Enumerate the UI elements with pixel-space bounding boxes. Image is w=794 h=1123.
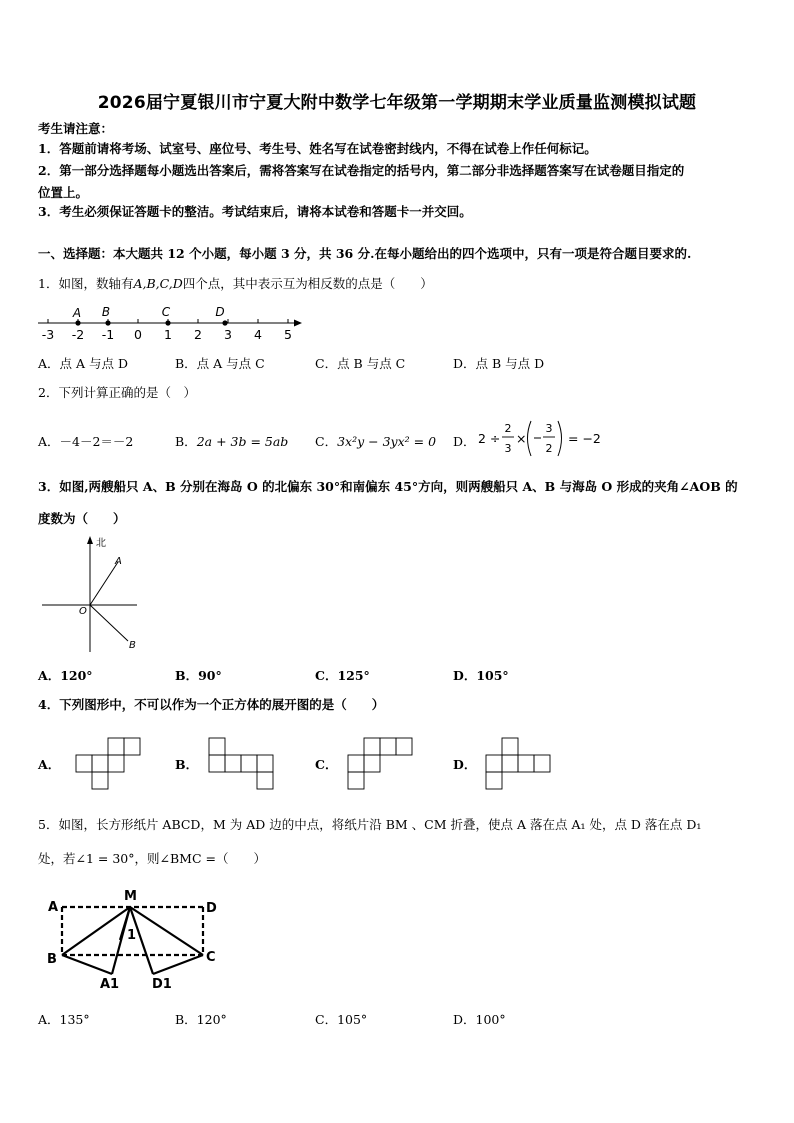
q4-option-b[interactable]: B．	[175, 757, 199, 772]
q1-axis-label: 1	[164, 327, 172, 342]
q1-axis-label: 2	[194, 327, 202, 342]
q1-label-d: D	[215, 305, 225, 319]
q4-option-a[interactable]: A．	[38, 757, 61, 772]
notice-item-2-cont: 位置上。	[38, 185, 89, 200]
q1-axis-label: -2	[71, 327, 85, 342]
section-heading: 一、选择题：本大题共 12 个小题，每小题 3 分，共 36 分.在每小题给出的四个选项中，只有一项是符合题目要求的.	[38, 246, 692, 261]
q2-d-post: = −2	[568, 431, 601, 446]
q5-stem-line2: 处，若∠1 = 30°，则∠BMC =（ ）	[38, 851, 266, 866]
q1-option-c[interactable]: C．点 B 与点 C	[315, 356, 406, 371]
q2-d-den1: 3	[504, 442, 512, 455]
q3-option-a[interactable]: A．120°	[38, 668, 93, 683]
q3-label-o: O	[79, 606, 87, 617]
q5-label-b: B	[47, 952, 57, 967]
page-title: 2026届宁夏银川市宁夏大附中数学七年级第一学期期末学业质量监测模拟试题	[97, 93, 697, 113]
q3-option-b[interactable]: B．90°	[175, 668, 222, 683]
notice-item-1: 1．答题前请将考场、试室号、座位号、考生号、姓名写在试卷密封线内，不得在试卷上作任何标记。	[38, 141, 597, 156]
q5-label-a: A	[48, 900, 59, 915]
q5-option-c[interactable]: C．105°	[315, 1012, 368, 1027]
q2-option-b-expr: 2a + 3b = 5ab	[196, 434, 289, 449]
q1-axis-label: 4	[254, 327, 262, 342]
q3-stem-line2: 度数为（ ）	[38, 511, 126, 526]
q5-label-m: M	[124, 889, 137, 904]
q2-option-d-label[interactable]: D．	[453, 434, 476, 449]
q1-stem-post: 四个点，其中表示互为相反数的点是（ ）	[182, 276, 433, 291]
q2-d-pre: 2 ÷	[478, 431, 501, 446]
q2-d-num1: 2	[504, 422, 512, 435]
q1-stem-vars: A,B,C,D	[133, 276, 183, 291]
q1-label-a: A	[72, 306, 82, 320]
q1-option-a[interactable]: A．点 A 与点 D	[38, 356, 128, 371]
notice-heading: 考生请注意：	[38, 121, 114, 136]
q5-label-a1: A1	[100, 977, 120, 992]
q3-option-d[interactable]: D．105°	[453, 668, 509, 683]
q2-option-c-label: C．	[315, 434, 338, 449]
q4-stem: 4．下列图形中，不可以作为一个正方体的展开图的是（ ）	[38, 697, 385, 712]
q2-stem: 2．下列计算正确的是（ ）	[38, 385, 196, 400]
q5-label-d1: D1	[152, 977, 172, 992]
q5-label-angle-1: 1	[127, 928, 137, 943]
notice-item-3: 3．考生必须保证答题卡的整洁。考试结束后，请将本试卷和答题卡一并交回。	[38, 204, 472, 219]
q4-option-c[interactable]: C．	[315, 757, 338, 772]
q2-d-mid: ×	[516, 431, 527, 446]
q1-axis-label: -1	[101, 327, 115, 342]
q4-option-d[interactable]: D．	[453, 757, 477, 772]
q2-option-c-expr: 3x²y − 3yx² = 0	[337, 434, 437, 449]
q2-d-den2: 2	[545, 442, 553, 455]
q3-stem-line1: 3．如图,两艘船只 A、B 分别在海岛 O 的北偏东 30°和南偏东 45°方向，则两艘船只 A、B 与海岛 O 形成的夹角∠AOB 的	[38, 479, 738, 494]
notice-item-2: 2．第一部分选择题每小题选出答案后，需将答案写在试卷指定的括号内，第二部分非选择题答案写在试卷题目指定的	[38, 163, 685, 178]
q5-label-c: C	[206, 950, 216, 965]
q1-axis-label: 5	[284, 327, 292, 342]
q5-label-d: D	[206, 901, 217, 916]
q5-option-a[interactable]: A．135°	[38, 1012, 90, 1027]
q3-label-a: A	[115, 556, 122, 567]
q5-stem-line1: 5．如图，长方形纸片 ABCD，M 为 AD 边的中点，将纸片沿 BM 、CM 折叠，使点 A 落在点 A₁ 处，点 D 落在点 D₁	[38, 817, 702, 832]
q5-option-b[interactable]: B．120°	[175, 1012, 227, 1027]
q2-option-a[interactable]: A．－4－2＝－2	[38, 434, 134, 449]
q2-option-b-label: B．	[175, 434, 197, 449]
q1-axis-label: 3	[224, 327, 232, 342]
q3-label-b: B	[129, 640, 136, 651]
q1-stem-pre: 1．如图，数轴有	[38, 276, 134, 291]
q1-axis-label: -3	[41, 327, 55, 342]
q2-d-num2: 3	[545, 422, 553, 435]
q1-option-d[interactable]: D．点 B 与点 D	[453, 356, 545, 371]
q3-label-north: 北	[96, 538, 106, 549]
q3-option-c[interactable]: C．125°	[315, 668, 370, 683]
q1-option-b[interactable]: B．点 A 与点 C	[175, 356, 265, 371]
q1-axis-label: 0	[134, 327, 142, 342]
q5-option-d[interactable]: D．100°	[453, 1012, 506, 1027]
q1-label-b: B	[101, 305, 111, 319]
q1-label-c: C	[161, 305, 171, 319]
